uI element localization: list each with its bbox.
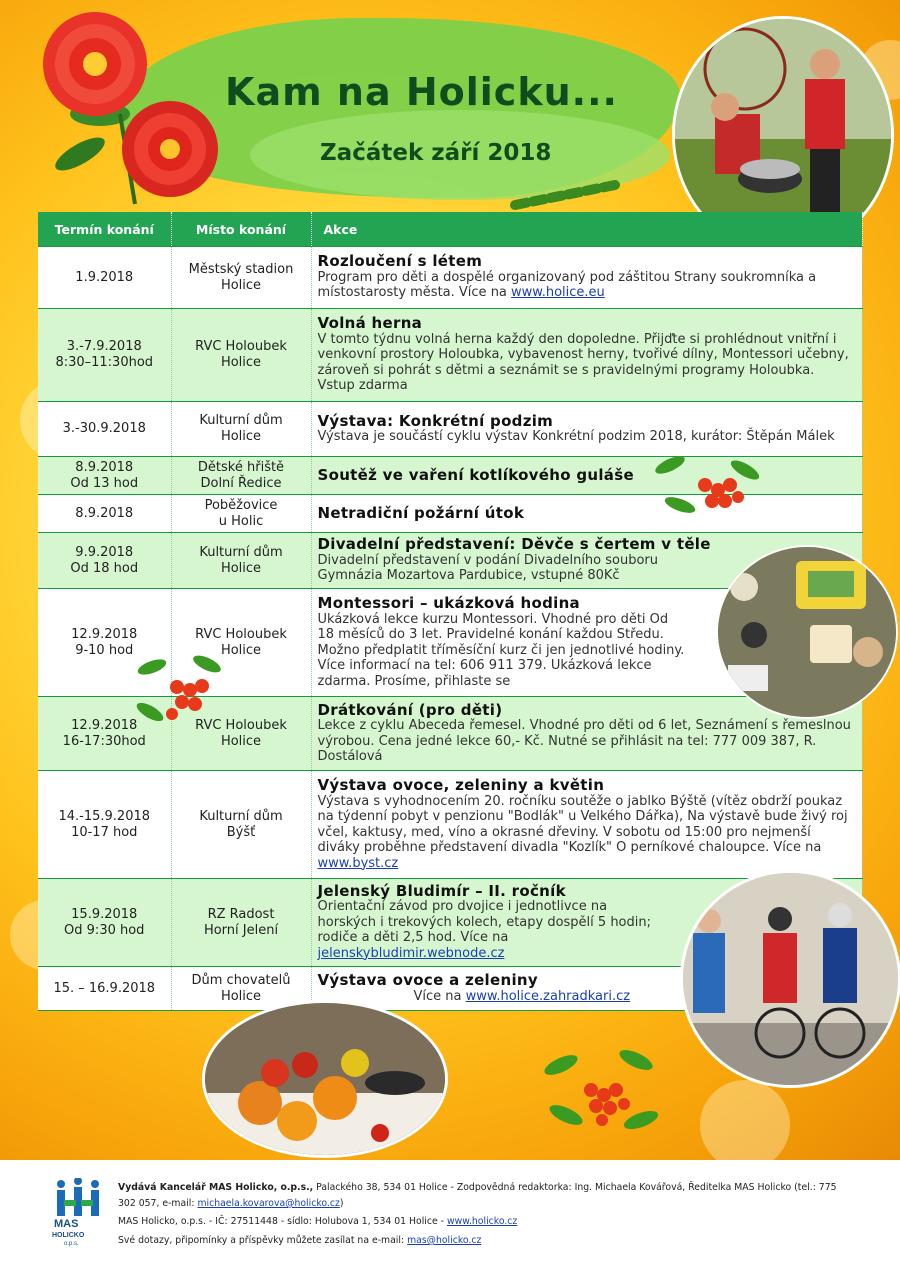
row-event	[311, 247, 862, 309]
event-title: Soutěž ve vaření kotlíkového guláše	[317, 465, 634, 484]
page-title: Kam na Holicku...	[225, 70, 618, 114]
date-line: 12.9.2018	[71, 626, 138, 642]
row-date	[38, 402, 171, 457]
event-description: Divadelní představení v podání Divadelního souboru Gymnázia Mozartova Pardubice, vstupné 80Kč	[317, 552, 659, 584]
date-line: 9.9.2018	[75, 544, 134, 560]
footer	[0, 1160, 900, 1273]
place-line: u Holic	[218, 513, 264, 529]
row-place	[171, 771, 311, 879]
event-title: Volná herna	[317, 314, 423, 333]
vegetables-photo	[202, 1000, 448, 1158]
place-line: Holice	[220, 560, 262, 576]
place-line: Dětské hřiště	[197, 459, 285, 475]
footer-line-1	[118, 1180, 863, 1196]
event-title: Výstava: Konkrétní podzim	[317, 411, 554, 430]
event-title: Jelenský Bludimír – II. ročník	[317, 881, 566, 900]
place-line: Dolní Ředice	[200, 475, 282, 491]
website-link[interactable]: www.holicko.cz	[447, 1216, 518, 1227]
rowan-berries-image	[536, 1040, 666, 1150]
date-line: 8.9.2018	[75, 505, 134, 521]
date-line: Od 13 hod	[70, 475, 139, 491]
row-place	[171, 495, 311, 533]
row-date	[38, 879, 171, 967]
date-line: 12.9.2018	[71, 717, 138, 733]
footer-text: Své dotazy, připomínky a příspěvky můžete zasílat na e-mail:	[118, 1235, 408, 1246]
footer-text: )	[339, 1198, 344, 1209]
place-line: Kulturní dům	[199, 413, 283, 428]
table-header-row	[38, 212, 862, 247]
montessori-photo	[716, 545, 898, 719]
row-place	[171, 247, 311, 309]
event-description: Výstava je součástí cyklu výstav Konkrétní podzim 2018, kurátor: Štěpán Málek	[317, 429, 835, 444]
row-event	[311, 402, 862, 457]
event-title: Rozloučení s létem	[317, 252, 483, 271]
row-date	[38, 247, 171, 309]
row-event	[311, 495, 862, 533]
event-link[interactable]: jelenskybludimir.webnode.cz	[317, 945, 505, 961]
row-date	[38, 309, 171, 402]
row-place	[171, 309, 311, 402]
date-line: Od 9:30 hod	[64, 922, 145, 938]
place-line: RVC Holoubek	[195, 626, 287, 642]
row-place	[171, 879, 311, 967]
event-description-text: Program pro děti a dospělé organizovaný pod záštitou Strany soukromníka a místostarosty města. Více na	[317, 269, 817, 301]
row-event	[311, 309, 862, 402]
page-subtitle: Začátek září 2018	[320, 140, 552, 166]
footer-line-4	[118, 1233, 481, 1249]
date-line: 15. – 16.9.2018	[53, 980, 156, 996]
event-description	[318, 270, 856, 301]
date-line: 16-17:30hod	[62, 733, 146, 749]
table-row	[38, 309, 862, 402]
event-description-text: Výstava s vyhodnocením 20. ročníku soutěže o jablko Býště (vítěz obdrží poukaz na týdenní pobyt v penzionu "Bodlák" u Velkého Dářka), Na výstavě bude živý roj včel, kaktusy, med, víno a okrasné dřeviny. V sobotu od 15:00 pro nejmenší diváky proběhne představení divadla "Kozlík" O perníkové chaloupce. Více na	[317, 793, 848, 855]
logo-subtext: HOLICKO	[52, 1232, 85, 1239]
cyclists-photo	[680, 870, 900, 1088]
place-line: Horní Jelení	[203, 922, 279, 938]
date-line: 1.9.2018	[75, 269, 134, 285]
event-title: Drátkování (pro děti)	[317, 700, 503, 719]
date-line: 10-17 hod	[71, 824, 138, 840]
row-place	[171, 457, 311, 495]
logo-text: MAS	[54, 1218, 79, 1230]
place-line: Kulturní dům	[199, 544, 283, 560]
bokeh-circle	[700, 1080, 790, 1160]
date-line: 8:30–11:30hod	[55, 355, 154, 370]
date-line: 15.9.2018	[71, 906, 138, 922]
row-date	[38, 457, 171, 495]
contact-email-link[interactable]: mas@holicko.cz	[407, 1235, 482, 1246]
event-link[interactable]: www.byst.cz	[317, 855, 399, 871]
date-line: Od 18 hod	[70, 560, 139, 576]
event-link[interactable]: www.holice.zahradkari.cz	[465, 988, 631, 1004]
publisher-name: Vydává Kancelář MAS Holicko, o.p.s.,	[118, 1182, 314, 1193]
rowan-berries-image	[650, 445, 770, 525]
place-line: RZ Radost	[207, 906, 275, 922]
event-link[interactable]: www.holice.eu	[511, 285, 605, 301]
event-title: Divadelní představení: Děvče s čertem v těle	[317, 535, 711, 554]
event-description: Ukázková lekce kurzu Montessori. Vhodné pro děti Od 18 měsíců do 3 let. Pravidelné konání každou Středu. Možno předplatit tříměsíční kurz či jen jednotlivé hodiny. Více informací na tel: 606 911 379. Ukázková lekce zdarma. Prosíme, přihlaste se	[317, 611, 685, 689]
place-line: Holice	[220, 277, 262, 293]
row-place	[171, 402, 311, 457]
place-line: Holice	[220, 988, 262, 1004]
date-line: 14.-15.9.2018	[58, 808, 151, 824]
event-description-text: Orientační závod pro dvojice i jednotlivce na horských i trekových kolech, etapy dospělí 5 hodin; rodiče a děti 2,5 hod. Více na	[317, 899, 651, 946]
editor-email-link[interactable]: michaela.kovarova@holicko.cz	[197, 1198, 340, 1209]
place-line: Městský stadion	[188, 261, 294, 277]
row-event	[311, 457, 862, 495]
place-line: Holice	[220, 642, 262, 658]
footer-text: MAS Holicko, o.p.s. - IČ: 27511448 - sídlo: Holubova 1, 534 01 Holice -	[118, 1216, 447, 1227]
place-line: Býšť	[226, 824, 256, 840]
date-line: 9-10 hod	[75, 642, 134, 658]
logo-ops: o.p.s.	[64, 1241, 79, 1247]
event-title: Netradiční požární útok	[317, 503, 525, 522]
row-place	[171, 533, 311, 589]
place-line: RVC Holoubek	[195, 717, 287, 733]
place-line: Poběžovice	[204, 497, 278, 513]
header-place: Místo konání	[171, 212, 311, 247]
dahlia-flowers-image	[40, 4, 230, 209]
row-event	[311, 771, 862, 879]
date-line: 8.9.2018	[75, 459, 134, 475]
rowan-berries-image	[132, 652, 232, 737]
header-event: Akce	[311, 212, 862, 247]
table-row	[38, 771, 862, 879]
event-description: Lekce z cyklu Abeceda řemesel. Vhodné pro děti od 6 let, Seznámení s řemeslnou výrobou. Cena jedné lekce 60,- Kč. Nutné se přihlásit na tel: 777 009 387, R. Dostálová	[317, 718, 851, 764]
publisher-details: Palackého 38, 534 01 Holice - Zodpovědná redaktorka: Ing. Michaela Kovářová, Ředitelka MAS Holicko (tel.: 775	[313, 1182, 837, 1193]
footer-line-3	[118, 1214, 517, 1230]
place-line: Holice	[220, 733, 262, 749]
date-line: 3.-7.9.2018	[66, 339, 142, 354]
row-date	[38, 533, 171, 589]
event-title: Výstava ovoce a zeleniny	[317, 971, 538, 989]
place-line: Dům chovatelů	[191, 972, 291, 988]
event-description	[318, 794, 856, 872]
event-title: Montessori – ukázková hodina	[317, 594, 580, 612]
place-line: RVC Holoubek	[195, 339, 287, 354]
row-date	[38, 967, 171, 1011]
header-date: Termín konání	[38, 212, 171, 247]
table-row	[38, 247, 862, 309]
event-description-text: Více na	[413, 988, 466, 1004]
place-line: Holice	[220, 429, 262, 444]
row-date	[38, 771, 171, 879]
event-title: Výstava ovoce, zeleniny a květin	[317, 776, 605, 794]
date-line: 3.-30.9.2018	[62, 421, 146, 436]
place-line: Holice	[220, 355, 262, 370]
event-description: V tomto týdnu volná herna každý den dopoledne. Přijďte si prohlédnout vnitřní i venkovní prostory Holoubka, vybavenost herny, tvořivé dílny, Montessori učebny, zároveň si pohrát s dětmi a seznámit se s pravidelnými programy Holoubka. Vstup zdarma	[317, 331, 849, 394]
place-line: Kulturní dům	[199, 808, 283, 824]
footer-text: 302 057, e-mail:	[118, 1198, 198, 1209]
row-date	[38, 495, 171, 533]
footer-line-2	[118, 1196, 344, 1212]
